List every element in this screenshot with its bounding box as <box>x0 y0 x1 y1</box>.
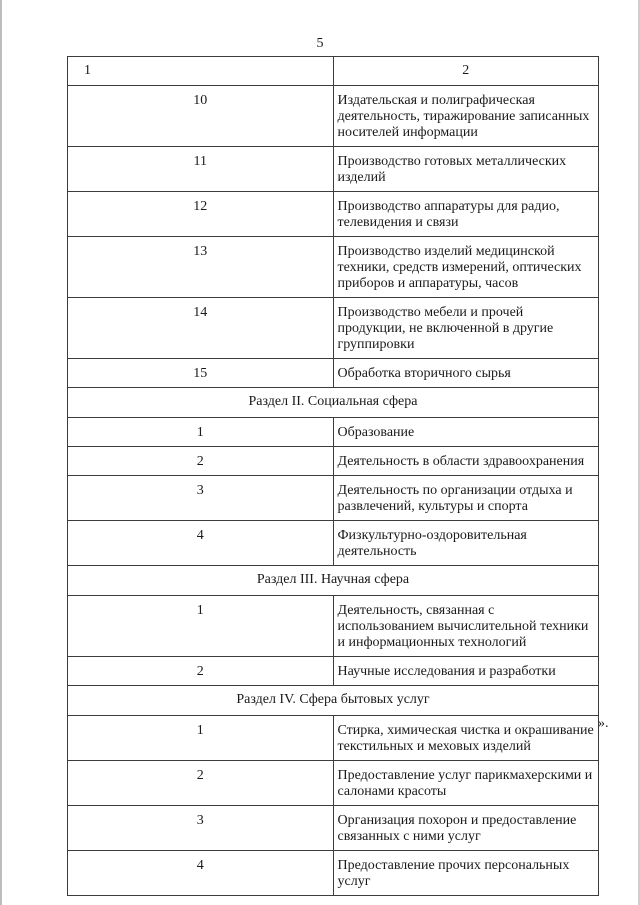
activity-description: Деятельность в области здравоохранения <box>333 447 599 476</box>
section-header-row <box>68 686 599 716</box>
activity-description: Деятельность, связанная с использованием вычислительной техники и информационных технологий <box>333 596 599 657</box>
table-row <box>68 86 599 147</box>
activity-description: Организация похорон и предоставление связанных с ними услуг <box>333 806 599 851</box>
row-number: 3 <box>68 476 334 521</box>
page-number: 5 <box>316 36 324 51</box>
row-number: 15 <box>68 359 334 388</box>
section-title: Раздел III. Научная сфера <box>68 566 599 596</box>
row-number: 11 <box>68 147 334 192</box>
header-col-1: 1 <box>68 57 334 86</box>
row-number: 1 <box>68 596 334 657</box>
table-row <box>68 521 599 566</box>
page-edge-left <box>0 0 2 905</box>
activity-description: Предоставление прочих персональных услуг <box>333 851 599 896</box>
table-row <box>68 851 599 896</box>
table-row <box>68 237 599 298</box>
activity-description: Производство готовых металлических изделий <box>333 147 599 192</box>
section-title: Раздел IV. Сфера бытовых услуг <box>68 686 599 716</box>
activity-table <box>67 56 599 896</box>
row-number: 13 <box>68 237 334 298</box>
activity-description: Научные исследования и разработки <box>333 657 599 686</box>
table-row <box>68 298 599 359</box>
row-number: 1 <box>68 418 334 447</box>
row-number: 4 <box>68 521 334 566</box>
activity-description: Образование <box>333 418 599 447</box>
row-number: 4 <box>68 851 334 896</box>
table-row <box>68 192 599 237</box>
table-row <box>68 359 599 388</box>
activity-description: Издательская и полиграфическая деятельность, тиражирование записанных носителей информации <box>333 86 599 147</box>
row-number: 12 <box>68 192 334 237</box>
activity-description: Предоставление услуг парикмахерскими и салонами красоты <box>333 761 599 806</box>
activity-description: Производство аппаратуры для радио, телевидения и связи <box>333 192 599 237</box>
table-row <box>68 447 599 476</box>
row-number: 10 <box>68 86 334 147</box>
table-row <box>68 716 599 761</box>
row-number: 14 <box>68 298 334 359</box>
table-body <box>68 57 599 896</box>
activity-description: Производство мебели и прочей продукции, не включенной в другие группировки <box>333 298 599 359</box>
table-row <box>68 147 599 192</box>
header-col-2: 2 <box>333 57 599 86</box>
section-header-row <box>68 566 599 596</box>
activity-description: Деятельность по организации отдыха и развлечений, культуры и спорта <box>333 476 599 521</box>
closing-quote-mark: ». <box>598 716 609 731</box>
row-number: 2 <box>68 657 334 686</box>
table-row <box>68 657 599 686</box>
table-row <box>68 476 599 521</box>
table-row <box>68 806 599 851</box>
section-header-row <box>68 388 599 418</box>
table-row <box>68 596 599 657</box>
table-row <box>68 418 599 447</box>
activity-description: Обработка вторичного сырья <box>333 359 599 388</box>
row-number: 2 <box>68 761 334 806</box>
activity-description: Производство изделий медицинской техники, средств измерений, оптических приборов и аппаратуры, часов <box>333 237 599 298</box>
row-number: 2 <box>68 447 334 476</box>
section-title: Раздел II. Социальная сфера <box>68 388 599 418</box>
row-number: 1 <box>68 716 334 761</box>
activity-description: Физкультурно-оздоровительная деятельность <box>333 521 599 566</box>
table-header-row <box>68 57 599 86</box>
table-row <box>68 761 599 806</box>
activity-description: Стирка, химическая чистка и окрашивание текстильных и меховых изделий <box>333 716 599 761</box>
row-number: 3 <box>68 806 334 851</box>
